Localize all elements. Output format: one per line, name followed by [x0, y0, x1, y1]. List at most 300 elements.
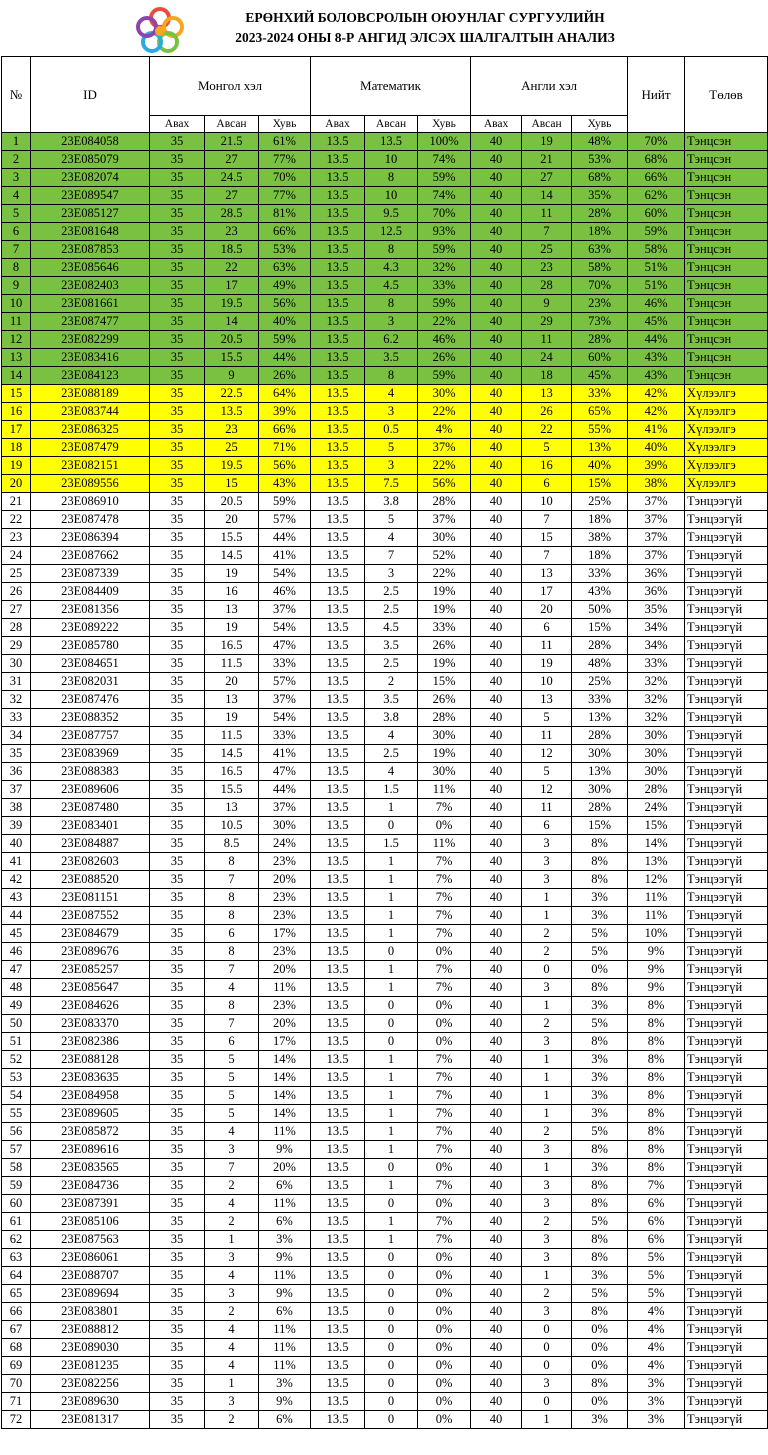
cell-english-score: 6: [522, 619, 572, 637]
cell-no: 14: [2, 367, 31, 385]
cell-math-percent: 37%: [418, 439, 471, 457]
cell-math-max: 13.5: [311, 997, 365, 1015]
cell-english-percent: 3%: [572, 1051, 628, 1069]
cell-mongolian-max: 35: [150, 403, 205, 421]
cell-english-max: 40: [471, 1321, 522, 1339]
table-row: [2, 1015, 768, 1033]
cell-mongolian-score: 14: [205, 313, 259, 331]
cell-english-percent: 68%: [572, 169, 628, 187]
cell-id: 23E089694: [31, 1285, 150, 1303]
cell-mongolian-percent: 47%: [259, 763, 311, 781]
table-row: [2, 259, 768, 277]
cell-mongolian-percent: 64%: [259, 385, 311, 403]
table-row: [2, 1087, 768, 1105]
cell-english-score: 13: [522, 385, 572, 403]
cell-math-score: 8: [365, 169, 418, 187]
cell-mongolian-max: 35: [150, 457, 205, 475]
table-row: [2, 871, 768, 889]
cell-english-score: 2: [522, 943, 572, 961]
cell-mongolian-score: 4: [205, 1321, 259, 1339]
col-header-math: Математик: [311, 57, 471, 116]
cell-english-percent: 53%: [572, 151, 628, 169]
cell-total: 8%: [628, 1033, 685, 1051]
cell-total: 12%: [628, 871, 685, 889]
cell-mongolian-max: 35: [150, 259, 205, 277]
cell-no: 59: [2, 1177, 31, 1195]
cell-math-percent: 7%: [418, 853, 471, 871]
cell-mongolian-percent: 6%: [259, 1177, 311, 1195]
cell-mongolian-score: 7: [205, 961, 259, 979]
cell-english-score: 17: [522, 583, 572, 601]
cell-status: Тэнцсэн: [685, 241, 768, 259]
cell-math-percent: 22%: [418, 313, 471, 331]
cell-english-percent: 58%: [572, 259, 628, 277]
cell-mongolian-score: 1: [205, 1375, 259, 1393]
cell-english-max: 40: [471, 1267, 522, 1285]
cell-no: 63: [2, 1249, 31, 1267]
cell-mongolian-max: 35: [150, 1051, 205, 1069]
table-row: [2, 1267, 768, 1285]
table-row: [2, 1249, 768, 1267]
cell-no: 11: [2, 313, 31, 331]
cell-english-percent: 33%: [572, 565, 628, 583]
cell-english-score: 11: [522, 799, 572, 817]
cell-math-max: 13.5: [311, 763, 365, 781]
cell-mongolian-max: 35: [150, 619, 205, 637]
cell-math-max: 13.5: [311, 907, 365, 925]
table-row: [2, 151, 768, 169]
cell-english-percent: 3%: [572, 1411, 628, 1429]
cell-mongolian-max: 35: [150, 367, 205, 385]
cell-mongolian-score: 4: [205, 1339, 259, 1357]
cell-mongolian-score: 20.5: [205, 493, 259, 511]
cell-mongolian-max: 35: [150, 889, 205, 907]
cell-mongolian-max: 35: [150, 727, 205, 745]
table-row: [2, 781, 768, 799]
cell-status: Тэнцээгүй: [685, 511, 768, 529]
cell-math-percent: 7%: [418, 799, 471, 817]
cell-total: 8%: [628, 1087, 685, 1105]
cell-no: 26: [2, 583, 31, 601]
cell-math-max: 13.5: [311, 493, 365, 511]
cell-mongolian-max: 35: [150, 187, 205, 205]
cell-english-score: 22: [522, 421, 572, 439]
cell-english-percent: 8%: [572, 853, 628, 871]
cell-status: Тэнцээгүй: [685, 493, 768, 511]
subheader-max: Авах: [311, 116, 365, 133]
cell-mongolian-score: 5: [205, 1069, 259, 1087]
cell-mongolian-score: 20.5: [205, 331, 259, 349]
cell-status: Тэнцээгүй: [685, 1411, 768, 1429]
cell-no: 43: [2, 889, 31, 907]
cell-english-max: 40: [471, 1033, 522, 1051]
cell-total: 37%: [628, 529, 685, 547]
cell-status: Тэнцээгүй: [685, 871, 768, 889]
cell-mongolian-percent: 9%: [259, 1393, 311, 1411]
cell-math-score: 3: [365, 565, 418, 583]
cell-mongolian-score: 3: [205, 1141, 259, 1159]
cell-mongolian-percent: 66%: [259, 223, 311, 241]
cell-total: 59%: [628, 223, 685, 241]
cell-mongolian-percent: 57%: [259, 511, 311, 529]
cell-math-percent: 28%: [418, 709, 471, 727]
cell-id: 23E088352: [31, 709, 150, 727]
cell-math-percent: 19%: [418, 745, 471, 763]
cell-mongolian-max: 35: [150, 583, 205, 601]
cell-mongolian-percent: 11%: [259, 1357, 311, 1375]
cell-mongolian-max: 35: [150, 1141, 205, 1159]
cell-total: 58%: [628, 241, 685, 259]
cell-mongolian-percent: 23%: [259, 943, 311, 961]
cell-total: 36%: [628, 565, 685, 583]
cell-mongolian-percent: 49%: [259, 277, 311, 295]
cell-status: Тэнцээгүй: [685, 1213, 768, 1231]
cell-mongolian-max: 35: [150, 1393, 205, 1411]
cell-math-score: 3.8: [365, 493, 418, 511]
cell-english-score: 21: [522, 151, 572, 169]
cell-mongolian-percent: 23%: [259, 997, 311, 1015]
cell-mongolian-percent: 54%: [259, 709, 311, 727]
cell-english-max: 40: [471, 817, 522, 835]
cell-math-score: 1: [365, 871, 418, 889]
cell-mongolian-score: 7: [205, 871, 259, 889]
cell-mongolian-max: 35: [150, 241, 205, 259]
cell-math-score: 4: [365, 763, 418, 781]
table-row: [2, 889, 768, 907]
cell-math-max: 13.5: [311, 1321, 365, 1339]
table-row: [2, 349, 768, 367]
cell-id: 23E082151: [31, 457, 150, 475]
cell-no: 46: [2, 943, 31, 961]
cell-english-percent: 0%: [572, 1357, 628, 1375]
cell-math-score: 9.5: [365, 205, 418, 223]
cell-english-score: 3: [522, 1249, 572, 1267]
cell-math-max: 13.5: [311, 601, 365, 619]
cell-status: Тэнцээгүй: [685, 1375, 768, 1393]
cell-mongolian-percent: 11%: [259, 1195, 311, 1213]
cell-status: Тэнцсэн: [685, 277, 768, 295]
cell-english-max: 40: [471, 277, 522, 295]
cell-id: 23E081356: [31, 601, 150, 619]
cell-mongolian-score: 8: [205, 943, 259, 961]
cell-english-max: 40: [471, 1069, 522, 1087]
cell-mongolian-percent: 54%: [259, 619, 311, 637]
cell-english-percent: 30%: [572, 745, 628, 763]
cell-mongolian-score: 23: [205, 223, 259, 241]
cell-no: 60: [2, 1195, 31, 1213]
cell-english-percent: 5%: [572, 925, 628, 943]
cell-english-percent: 8%: [572, 1249, 628, 1267]
cell-math-score: 1: [365, 925, 418, 943]
cell-english-percent: 5%: [572, 1213, 628, 1231]
cell-status: Тэнцээгүй: [685, 547, 768, 565]
cell-total: 3%: [628, 1393, 685, 1411]
table-row: [2, 979, 768, 997]
cell-no: 51: [2, 1033, 31, 1051]
cell-mongolian-percent: 77%: [259, 187, 311, 205]
cell-english-score: 1: [522, 1087, 572, 1105]
cell-no: 21: [2, 493, 31, 511]
cell-mongolian-max: 35: [150, 1123, 205, 1141]
cell-mongolian-score: 19: [205, 709, 259, 727]
cell-math-score: 3.5: [365, 349, 418, 367]
cell-math-percent: 0%: [418, 1267, 471, 1285]
cell-status: Тэнцээгүй: [685, 1195, 768, 1213]
cell-english-score: 1: [522, 1159, 572, 1177]
cell-id: 23E085127: [31, 205, 150, 223]
cell-math-score: 1: [365, 979, 418, 997]
cell-id: 23E087391: [31, 1195, 150, 1213]
cell-mongolian-score: 6: [205, 925, 259, 943]
cell-math-score: 4.3: [365, 259, 418, 277]
cell-total: 32%: [628, 691, 685, 709]
cell-mongolian-max: 35: [150, 799, 205, 817]
cell-english-percent: 28%: [572, 205, 628, 223]
cell-english-score: 27: [522, 169, 572, 187]
cell-english-max: 40: [471, 1285, 522, 1303]
cell-english-percent: 8%: [572, 871, 628, 889]
cell-english-percent: 35%: [572, 187, 628, 205]
cell-total: 51%: [628, 277, 685, 295]
cell-math-max: 13.5: [311, 1375, 365, 1393]
cell-mongolian-max: 35: [150, 313, 205, 331]
cell-id: 23E084887: [31, 835, 150, 853]
cell-math-score: 7: [365, 547, 418, 565]
cell-english-max: 40: [471, 1339, 522, 1357]
cell-mongolian-max: 35: [150, 1303, 205, 1321]
cell-mongolian-score: 4: [205, 1195, 259, 1213]
cell-math-max: 13.5: [311, 691, 365, 709]
cell-status: Тэнцээгүй: [685, 1249, 768, 1267]
cell-math-max: 13.5: [311, 1339, 365, 1357]
cell-mongolian-percent: 43%: [259, 475, 311, 493]
cell-status: Тэнцээгүй: [685, 691, 768, 709]
table-row: [2, 619, 768, 637]
cell-mongolian-percent: 24%: [259, 835, 311, 853]
cell-english-max: 40: [471, 1411, 522, 1429]
cell-english-max: 40: [471, 1195, 522, 1213]
cell-mongolian-score: 19: [205, 565, 259, 583]
cell-math-percent: 7%: [418, 961, 471, 979]
cell-total: 43%: [628, 349, 685, 367]
cell-no: 25: [2, 565, 31, 583]
cell-no: 27: [2, 601, 31, 619]
cell-math-score: 0: [365, 1393, 418, 1411]
cell-english-max: 40: [471, 943, 522, 961]
cell-mongolian-percent: 6%: [259, 1303, 311, 1321]
cell-math-percent: 59%: [418, 241, 471, 259]
cell-math-score: 0: [365, 1033, 418, 1051]
cell-status: Тэнцсэн: [685, 205, 768, 223]
cell-math-max: 13.5: [311, 1249, 365, 1267]
cell-total: 34%: [628, 619, 685, 637]
cell-english-percent: 28%: [572, 637, 628, 655]
cell-english-max: 40: [471, 691, 522, 709]
cell-math-percent: 30%: [418, 529, 471, 547]
table-row: [2, 439, 768, 457]
cell-no: 42: [2, 871, 31, 889]
cell-mongolian-score: 3: [205, 1285, 259, 1303]
cell-english-score: 3: [522, 1033, 572, 1051]
cell-no: 39: [2, 817, 31, 835]
cell-id: 23E083401: [31, 817, 150, 835]
cell-id: 23E081151: [31, 889, 150, 907]
cell-english-score: 1: [522, 997, 572, 1015]
cell-status: Тэнцсэн: [685, 133, 768, 151]
cell-english-max: 40: [471, 493, 522, 511]
cell-english-max: 40: [471, 835, 522, 853]
cell-math-max: 13.5: [311, 835, 365, 853]
cell-status: Тэнцээгүй: [685, 1285, 768, 1303]
cell-english-percent: 3%: [572, 1267, 628, 1285]
cell-english-score: 19: [522, 133, 572, 151]
cell-english-score: 24: [522, 349, 572, 367]
cell-mongolian-percent: 37%: [259, 601, 311, 619]
cell-mongolian-percent: 44%: [259, 529, 311, 547]
cell-status: Тэнцээгүй: [685, 655, 768, 673]
cell-mongolian-score: 8.5: [205, 835, 259, 853]
cell-math-score: 3.8: [365, 709, 418, 727]
cell-english-percent: 8%: [572, 1375, 628, 1393]
cell-status: Тэнцээгүй: [685, 1123, 768, 1141]
cell-math-score: 1: [365, 1231, 418, 1249]
cell-math-score: 0: [365, 817, 418, 835]
cell-mongolian-max: 35: [150, 961, 205, 979]
cell-mongolian-percent: 53%: [259, 241, 311, 259]
cell-math-percent: 0%: [418, 1195, 471, 1213]
cell-english-percent: 45%: [572, 367, 628, 385]
table-row: [2, 673, 768, 691]
cell-id: 23E089222: [31, 619, 150, 637]
table-row: [2, 205, 768, 223]
cell-math-max: 13.5: [311, 331, 365, 349]
cell-mongolian-score: 27: [205, 151, 259, 169]
table-row: [2, 457, 768, 475]
cell-status: Тэнцсэн: [685, 313, 768, 331]
cell-english-max: 40: [471, 295, 522, 313]
cell-id: 23E083744: [31, 403, 150, 421]
cell-total: 60%: [628, 205, 685, 223]
cell-mongolian-max: 35: [150, 979, 205, 997]
cell-mongolian-score: 9: [205, 367, 259, 385]
cell-math-max: 13.5: [311, 277, 365, 295]
cell-id: 23E088812: [31, 1321, 150, 1339]
cell-no: 53: [2, 1069, 31, 1087]
table-row: [2, 475, 768, 493]
cell-english-score: 7: [522, 547, 572, 565]
cell-math-percent: 30%: [418, 763, 471, 781]
cell-status: Тэнцсэн: [685, 187, 768, 205]
cell-mongolian-score: 16: [205, 583, 259, 601]
cell-math-max: 13.5: [311, 817, 365, 835]
cell-english-percent: 8%: [572, 1141, 628, 1159]
cell-mongolian-score: 8: [205, 889, 259, 907]
cell-math-score: 1: [365, 799, 418, 817]
table-row: [2, 583, 768, 601]
cell-id: 23E087853: [31, 241, 150, 259]
cell-id: 23E084123: [31, 367, 150, 385]
cell-no: 15: [2, 385, 31, 403]
cell-total: 37%: [628, 547, 685, 565]
table-row: [2, 313, 768, 331]
cell-english-score: 3: [522, 1231, 572, 1249]
cell-math-max: 13.5: [311, 781, 365, 799]
cell-english-score: 2: [522, 1015, 572, 1033]
subheader-score: Авсан: [522, 116, 572, 133]
cell-id: 23E086325: [31, 421, 150, 439]
table-row: [2, 943, 768, 961]
cell-no: 22: [2, 511, 31, 529]
subheader-max: Авах: [150, 116, 205, 133]
title-line-1: ЕРӨНХИЙ БОЛОВСРОЛЫН ОЮУНЛАГ СУРГУУЛИЙН: [245, 10, 605, 25]
cell-mongolian-max: 35: [150, 1177, 205, 1195]
cell-math-score: 0: [365, 1303, 418, 1321]
cell-mongolian-score: 3: [205, 1249, 259, 1267]
cell-math-score: 0.5: [365, 421, 418, 439]
cell-mongolian-score: 5: [205, 1051, 259, 1069]
cell-math-percent: 7%: [418, 889, 471, 907]
page-header: [0, 0, 768, 56]
cell-english-percent: 25%: [572, 493, 628, 511]
cell-math-score: 4.5: [365, 619, 418, 637]
cell-english-max: 40: [471, 601, 522, 619]
cell-math-percent: 59%: [418, 295, 471, 313]
cell-english-percent: 33%: [572, 385, 628, 403]
subheader-percent: Хувь: [418, 116, 471, 133]
cell-english-percent: 5%: [572, 1015, 628, 1033]
cell-no: 48: [2, 979, 31, 997]
table-row: [2, 367, 768, 385]
cell-status: Хүлээлгэ: [685, 385, 768, 403]
cell-status: Тэнцээгүй: [685, 961, 768, 979]
cell-mongolian-max: 35: [150, 277, 205, 295]
cell-mongolian-max: 35: [150, 547, 205, 565]
cell-status: Тэнцсэн: [685, 331, 768, 349]
cell-mongolian-percent: 56%: [259, 457, 311, 475]
cell-math-score: 0: [365, 1411, 418, 1429]
cell-math-percent: 100%: [418, 133, 471, 151]
cell-mongolian-score: 13.5: [205, 403, 259, 421]
cell-status: Тэнцээгүй: [685, 799, 768, 817]
cell-no: 71: [2, 1393, 31, 1411]
cell-status: Тэнцээгүй: [685, 745, 768, 763]
table-row: [2, 169, 768, 187]
cell-mongolian-percent: 23%: [259, 907, 311, 925]
cell-mongolian-max: 35: [150, 1105, 205, 1123]
cell-math-score: 1: [365, 889, 418, 907]
cell-no: 41: [2, 853, 31, 871]
cell-status: Хүлээлгэ: [685, 439, 768, 457]
cell-english-percent: 3%: [572, 1105, 628, 1123]
cell-no: 17: [2, 421, 31, 439]
cell-english-max: 40: [471, 151, 522, 169]
cell-english-max: 40: [471, 1249, 522, 1267]
cell-mongolian-score: 22.5: [205, 385, 259, 403]
cell-mongolian-percent: 33%: [259, 727, 311, 745]
cell-mongolian-max: 35: [150, 1357, 205, 1375]
cell-no: 18: [2, 439, 31, 457]
cell-id: 23E089616: [31, 1141, 150, 1159]
table-row: [2, 997, 768, 1015]
cell-math-percent: 7%: [418, 1051, 471, 1069]
cell-english-score: 26: [522, 403, 572, 421]
cell-english-percent: 18%: [572, 223, 628, 241]
cell-math-max: 13.5: [311, 565, 365, 583]
cell-no: 62: [2, 1231, 31, 1249]
cell-mongolian-max: 35: [150, 565, 205, 583]
cell-math-score: 0: [365, 1195, 418, 1213]
title-line-2: 2023-2024 ОНЫ 8-Р АНГИД ЭЛСЭХ ШАЛГАЛТЫН АНАЛИЗ: [235, 30, 615, 45]
